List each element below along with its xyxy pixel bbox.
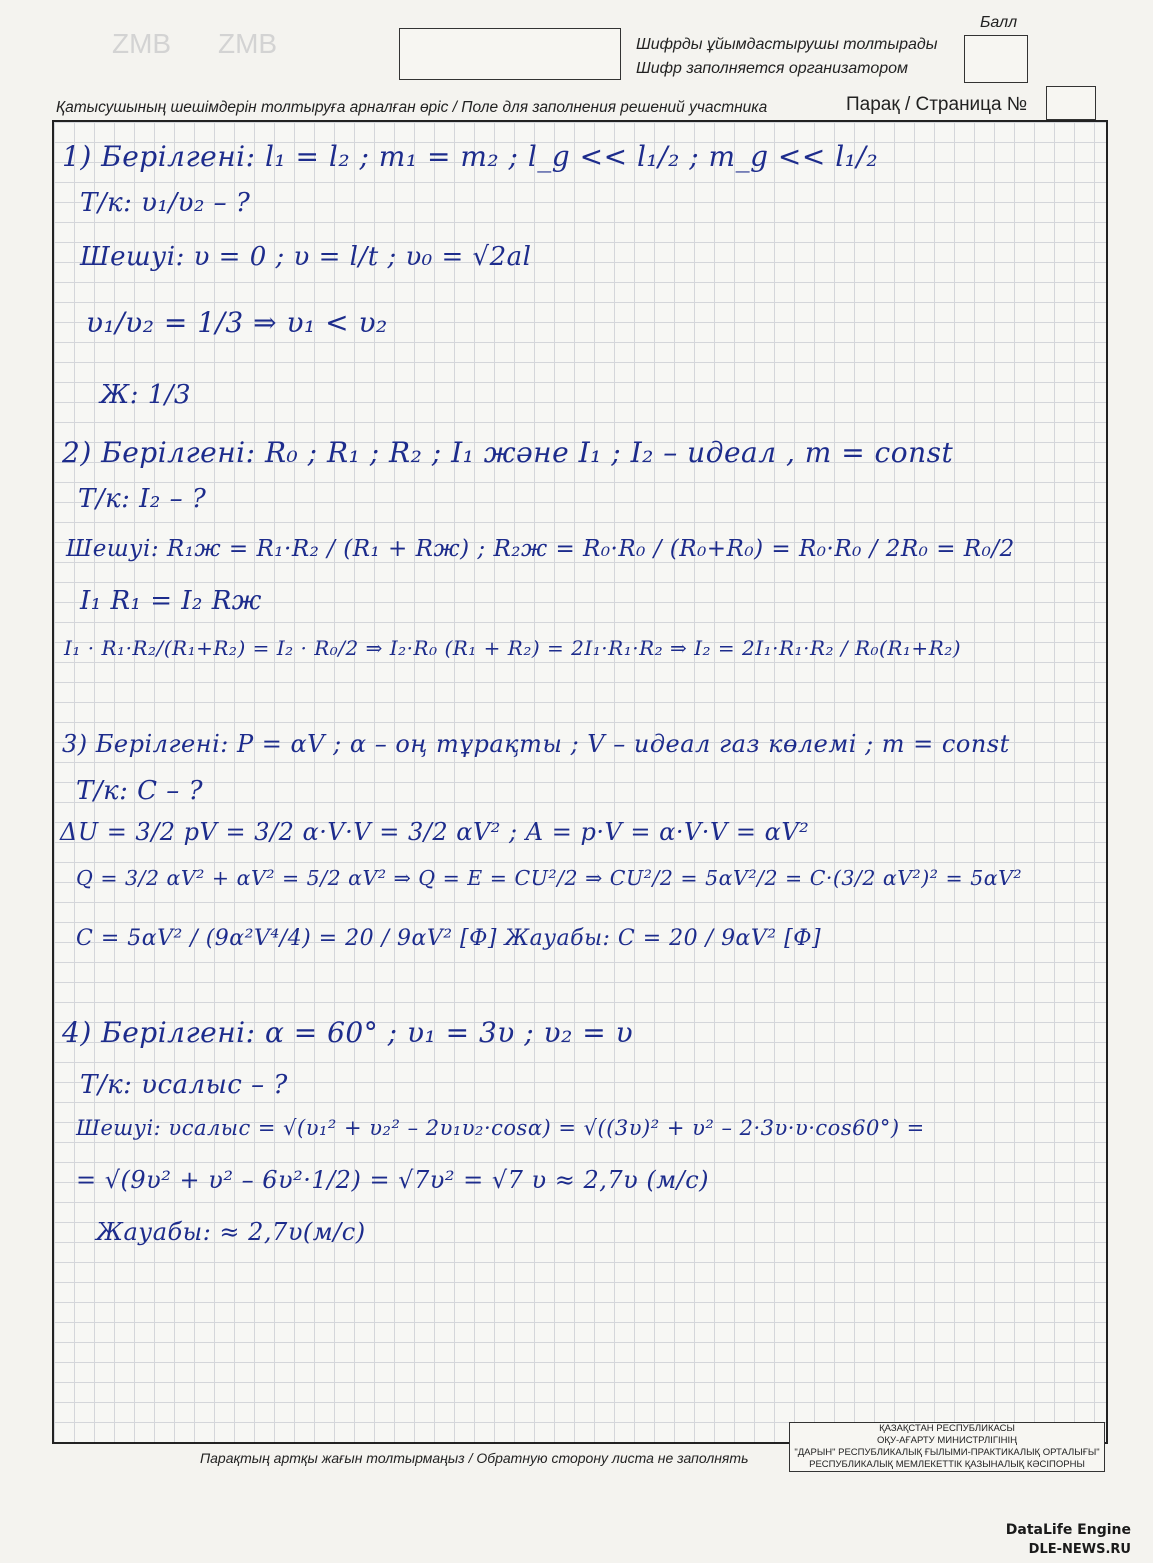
solution-3-line-2: Q = 3/2 αV² + αV² = 5/2 αV² ⇒ Q = E = CU²/2 ⇒ CU²/2 = 5αV²/2 = C·(3/2 αV²)² = 5αV² [76, 866, 1023, 890]
institution-stamp [789, 1422, 1105, 1472]
page-label: Парақ / Страница № [846, 94, 1028, 115]
solution-3-line-3: C = 5αV² / (9α²V⁴/4) = 20 / 9αV² [Ф] Жауабы: C = 20 / 9αV² [Ф] [76, 926, 822, 951]
field-caption: Қатысушының шешімдерін толтыруға арналған өріс / Поле для заполнения решений участника [56, 99, 768, 116]
solution-3-given: 3) Берілгені: P = αV ; α – оң тұрақты ; V – идеал газ көлемі ; m = const [62, 730, 1010, 758]
solution-1-find: Т/к: υ₁/υ₂ – ? [80, 188, 251, 218]
footer-note: Парақтың артқы жағын толтырмаңыз / Обратную сторону листа не заполнять [200, 1450, 749, 1466]
score-box[interactable] [964, 35, 1028, 83]
stamp-line-2: ОҚУ-АҒАРТУ МИНИСТРЛІГІНІҢ [877, 1435, 1017, 1446]
solution-2-line-2: I₁ R₁ = I₂ Rж [80, 586, 262, 616]
solution-1-line-2: υ₁/υ₂ = 1/3 ⇒ υ₁ < υ₂ [86, 306, 388, 339]
solution-1-line-3: Ж: 1/3 [100, 380, 192, 410]
ghost-code-1: ZMB [112, 28, 172, 59]
solution-4-find: Т/к: υсалыс – ? [80, 1070, 288, 1100]
solution-3-line-1: ΔU = 3/2 pV = 3/2 α·V·V = 3/2 αV² ; A = p·V = α·V·V = αV² [60, 818, 810, 846]
cipher-note-kz: Шифрды ұйымдастырушы толтырады [636, 36, 938, 53]
solution-2-find: Т/к: I₂ – ? [78, 484, 207, 514]
solution-2-line-3: I₁ · R₁·R₂/(R₁+R₂) = I₂ · R₀/2 ⇒ I₂·R₀ (R₁ + R₂) = 2I₁·R₁·R₂ ⇒ I₂ = 2I₁·R₁·R₂ / R₀(R₁+R₂) [64, 636, 962, 660]
score-label: Балл [980, 14, 1018, 31]
solution-4-line-2: = √(9υ² + υ² – 6υ²·1/2) = √7υ² = √7 υ ≈ 2,7υ (м/с) [76, 1166, 710, 1194]
solution-2-given: 2) Берілгені: R₀ ; R₁ ; R₂ ; I₁ және I₁ ; I₂ – идеал , m = const [62, 436, 954, 469]
page-number-box[interactable] [1046, 86, 1096, 120]
solution-3-find: Т/к: C – ? [76, 776, 204, 806]
watermark-line-1: DataLife Engine [1005, 1522, 1131, 1538]
solution-4-line-1: Шешуі: υсалыс = √(υ₁² + υ₂² – 2υ₁υ₂·cosα) = √((3υ)² + υ² – 2·3υ·υ·cos60°) = [76, 1116, 925, 1140]
stamp-line-1: ҚАЗАҚСТАН РЕСПУБЛИКАСЫ [879, 1423, 1015, 1434]
solution-4-given: 4) Берілгені: α = 60° ; υ₁ = 3υ ; υ₂ = υ [62, 1016, 634, 1049]
stamp-line-3: "ДАРЫН" РЕСПУБЛИКАЛЫҚ ҒЫЛЫМИ-ПРАКТИКАЛЫҚ ОРТАЛЫҒЫ" [794, 1447, 1100, 1458]
solution-2-line-1: Шешуі: R₁ж = R₁·R₂ / (R₁ + Rж) ; R₂ж = R₀·R₀ / (R₀+R₀) = R₀·R₀ / 2R₀ = R₀/2 [66, 536, 1015, 562]
cipher-note-ru: Шифр заполняется организатором [636, 60, 908, 77]
solution-1-line-1: Шешуі: υ = 0 ; υ = l/t ; υ₀ = √2al [80, 242, 532, 272]
cipher-box[interactable] [399, 28, 621, 80]
watermark-line-2: DLE-NEWS.RU [1028, 1542, 1131, 1557]
ghost-code-2: ZMB [218, 28, 278, 59]
stamp-line-4: РЕСПУБЛИКАЛЫҚ МЕМЛЕКЕТТІК ҚАЗЫНАЛЫҚ КӘСІПОРНЫ [809, 1459, 1085, 1470]
solution-4-line-3: Жауабы: ≈ 2,7υ(м/с) [96, 1218, 366, 1246]
solution-1-given: 1) Берілгені: l₁ = l₂ ; m₁ = m₂ ; l_g << l₁/₂ ; m_g << l₁/₂ [62, 140, 879, 173]
